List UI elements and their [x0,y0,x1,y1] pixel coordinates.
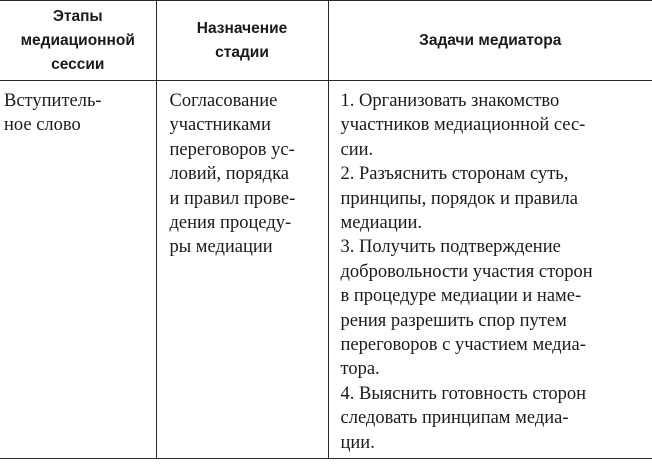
header-stages-line: медиационной [20,31,135,49]
task-line: 3. Получить подтверждение [340,237,561,258]
task-line: следовать принципам медиа- [340,408,569,429]
task-line: 4. Выяснить готовность сторон [340,383,587,404]
purpose-line: участниками [169,115,271,136]
header-tasks [328,1,652,81]
task-line: медиации. [340,213,423,234]
task-line: в процедуре медиации и наме- [340,286,582,307]
task-line: добровольности участия сторон [340,261,593,282]
task-line: ции. [340,432,375,453]
header-stages-line: Этапы [52,7,103,25]
stage-line: ное слово [4,115,81,136]
header-purpose-line: стадии [215,43,269,61]
table-row [0,81,652,459]
purpose-line: и правил прове- [169,188,296,209]
task-line: 1. Организовать знакомство [340,91,560,111]
task-line: принципы, порядок и правила [340,188,578,209]
task-line: переговоров с участием медиа- [340,335,586,356]
task-line: тора. [340,359,380,380]
task-line: рения разрешить спор путем [340,310,567,331]
purpose-line: дения процеду- [169,213,292,234]
cell-purpose [156,81,328,459]
purpose-line: переговоров ус- [169,139,295,160]
header-stages-line: сессии [51,55,105,73]
header-purpose-line: Назначение [196,19,288,37]
purpose-line: Согласование [169,91,278,111]
header-stages [0,1,156,81]
table-header-row [0,1,652,81]
header-tasks-line: Задачи медиатора [419,31,562,49]
task-line: 2. Разъяснить сторонам суть, [340,164,569,185]
task-line: участников медиационной сес- [340,115,586,136]
cell-tasks [328,81,652,459]
task-line: сии. [340,139,374,160]
purpose-line: ры медиации [169,237,273,258]
purpose-line: ловий, порядка [169,164,290,185]
stage-line: Вступитель- [4,91,102,111]
header-purpose [156,1,328,81]
cell-stage [0,81,156,459]
